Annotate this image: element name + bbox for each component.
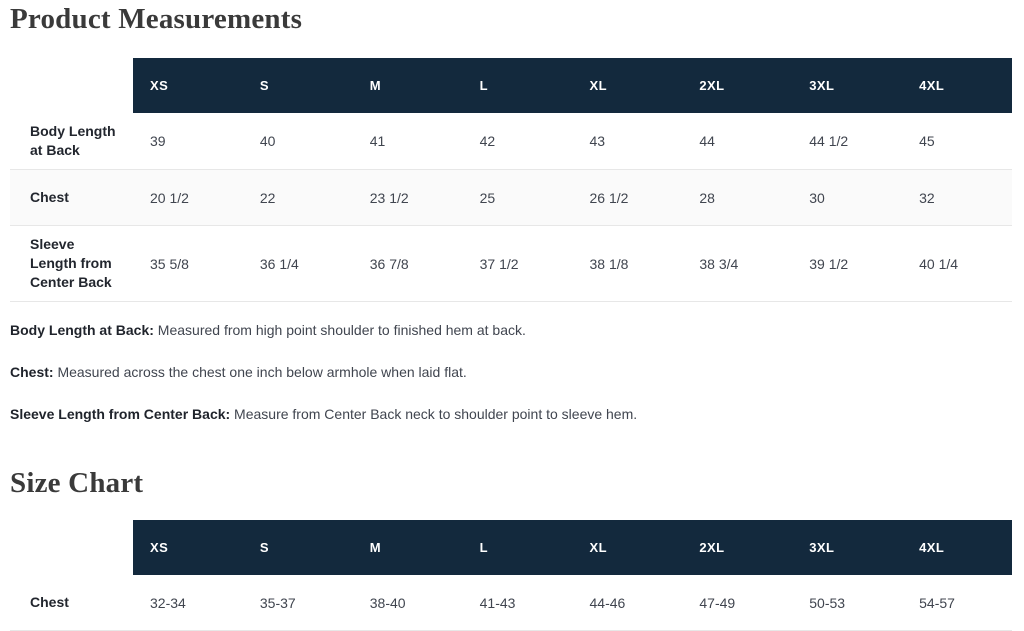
note-term: Sleeve Length from Center Back: xyxy=(10,406,231,422)
note-chest xyxy=(10,362,1012,382)
table-cell: 20 1/2 xyxy=(150,189,189,206)
table-cell: 36 7/8 xyxy=(369,255,409,272)
row-label: Chest xyxy=(30,594,69,610)
table-cell: 41-43 xyxy=(479,594,516,611)
table-cell: 41 xyxy=(369,133,386,149)
table-cell: 40 xyxy=(259,133,276,149)
table-cell: 44 1/2 xyxy=(809,133,849,149)
row-label: Body Length at Back xyxy=(30,123,116,158)
table-cell: 39 1/2 xyxy=(809,255,849,272)
header-corner-cell xyxy=(10,58,133,113)
table-cell: 25 xyxy=(479,189,496,206)
table-cell: 50-53 xyxy=(809,594,846,611)
table-cell: 42 xyxy=(479,133,496,149)
size-column-header-m: M xyxy=(353,520,463,575)
table-cell: 36 1/4 xyxy=(259,255,299,272)
table-cell: 39 xyxy=(150,133,166,149)
row-label: Sleeve Length from Center Back xyxy=(30,236,112,290)
table-cell: 47-49 xyxy=(699,594,736,611)
table-cell: 35-37 xyxy=(259,594,296,611)
note-term: Chest: xyxy=(10,364,54,380)
note-sleeve-length xyxy=(10,404,1012,424)
table-cell: 43 xyxy=(589,133,606,149)
size-column-header-4xl: 4XL xyxy=(902,520,1012,575)
size-column-header-xs: XS xyxy=(133,520,243,575)
measurements-header-row xyxy=(10,58,1012,113)
note-term: Body Length at Back: xyxy=(10,322,154,338)
size-chart-header-row xyxy=(10,520,1012,575)
table-row-sleeve-length xyxy=(10,226,1012,302)
size-chart-title: Size Chart xyxy=(10,467,144,499)
table-cell: 38-40 xyxy=(369,594,406,611)
note-definition: Measure from Center Back neck to shoulder point to sleeve hem. xyxy=(230,406,638,422)
size-column-header-m: M xyxy=(353,58,463,113)
table-row-chest-range xyxy=(10,575,1012,631)
table-cell: 45 xyxy=(919,133,935,149)
table-cell: 35 5/8 xyxy=(150,255,189,272)
size-column-header-3xl: 3XL xyxy=(792,520,902,575)
table-cell: 44-46 xyxy=(589,594,626,611)
table-cell: 54-57 xyxy=(919,594,955,611)
size-column-header-s: S xyxy=(243,58,353,113)
table-cell: 30 xyxy=(809,189,825,206)
table-cell: 40 1/4 xyxy=(919,255,959,272)
row-label: Chest xyxy=(30,189,69,205)
table-cell: 28 xyxy=(699,189,715,206)
table-cell: 37 1/2 xyxy=(479,255,519,272)
size-column-header-2xl: 2XL xyxy=(682,520,792,575)
size-column-header-2xl: 2XL xyxy=(682,58,792,113)
table-cell: 44 xyxy=(699,133,715,149)
note-definition: Measured across the chest one inch below armhole when laid flat. xyxy=(53,364,467,380)
table-cell: 23 1/2 xyxy=(369,189,409,206)
header-corner-cell xyxy=(10,520,133,575)
size-column-header-xl: XL xyxy=(573,58,683,113)
size-column-header-4xl: 4XL xyxy=(902,58,1012,113)
table-row-body-length xyxy=(10,113,1012,170)
table-cell: 32-34 xyxy=(150,594,186,611)
note-definition: Measured from high point shoulder to finished hem at back. xyxy=(153,322,526,338)
product-measurements-table xyxy=(10,58,1012,302)
size-column-header-3xl: 3XL xyxy=(792,58,902,113)
measurement-notes xyxy=(10,320,1012,424)
table-cell: 32 xyxy=(919,189,935,206)
product-measurements-title: Product Measurements xyxy=(10,3,303,35)
size-chart-table xyxy=(10,520,1012,631)
table-cell: 38 1/8 xyxy=(589,255,629,272)
table-cell: 22 xyxy=(259,189,276,206)
note-body-length xyxy=(10,320,1012,340)
table-cell: 38 3/4 xyxy=(699,255,739,272)
table-cell: 26 1/2 xyxy=(589,189,629,206)
table-row-chest xyxy=(10,170,1012,226)
size-column-header-l: L xyxy=(463,520,573,575)
size-column-header-xs: XS xyxy=(133,58,243,113)
size-column-header-l: L xyxy=(463,58,573,113)
size-column-header-s: S xyxy=(243,520,353,575)
size-column-header-xl: XL xyxy=(573,520,683,575)
